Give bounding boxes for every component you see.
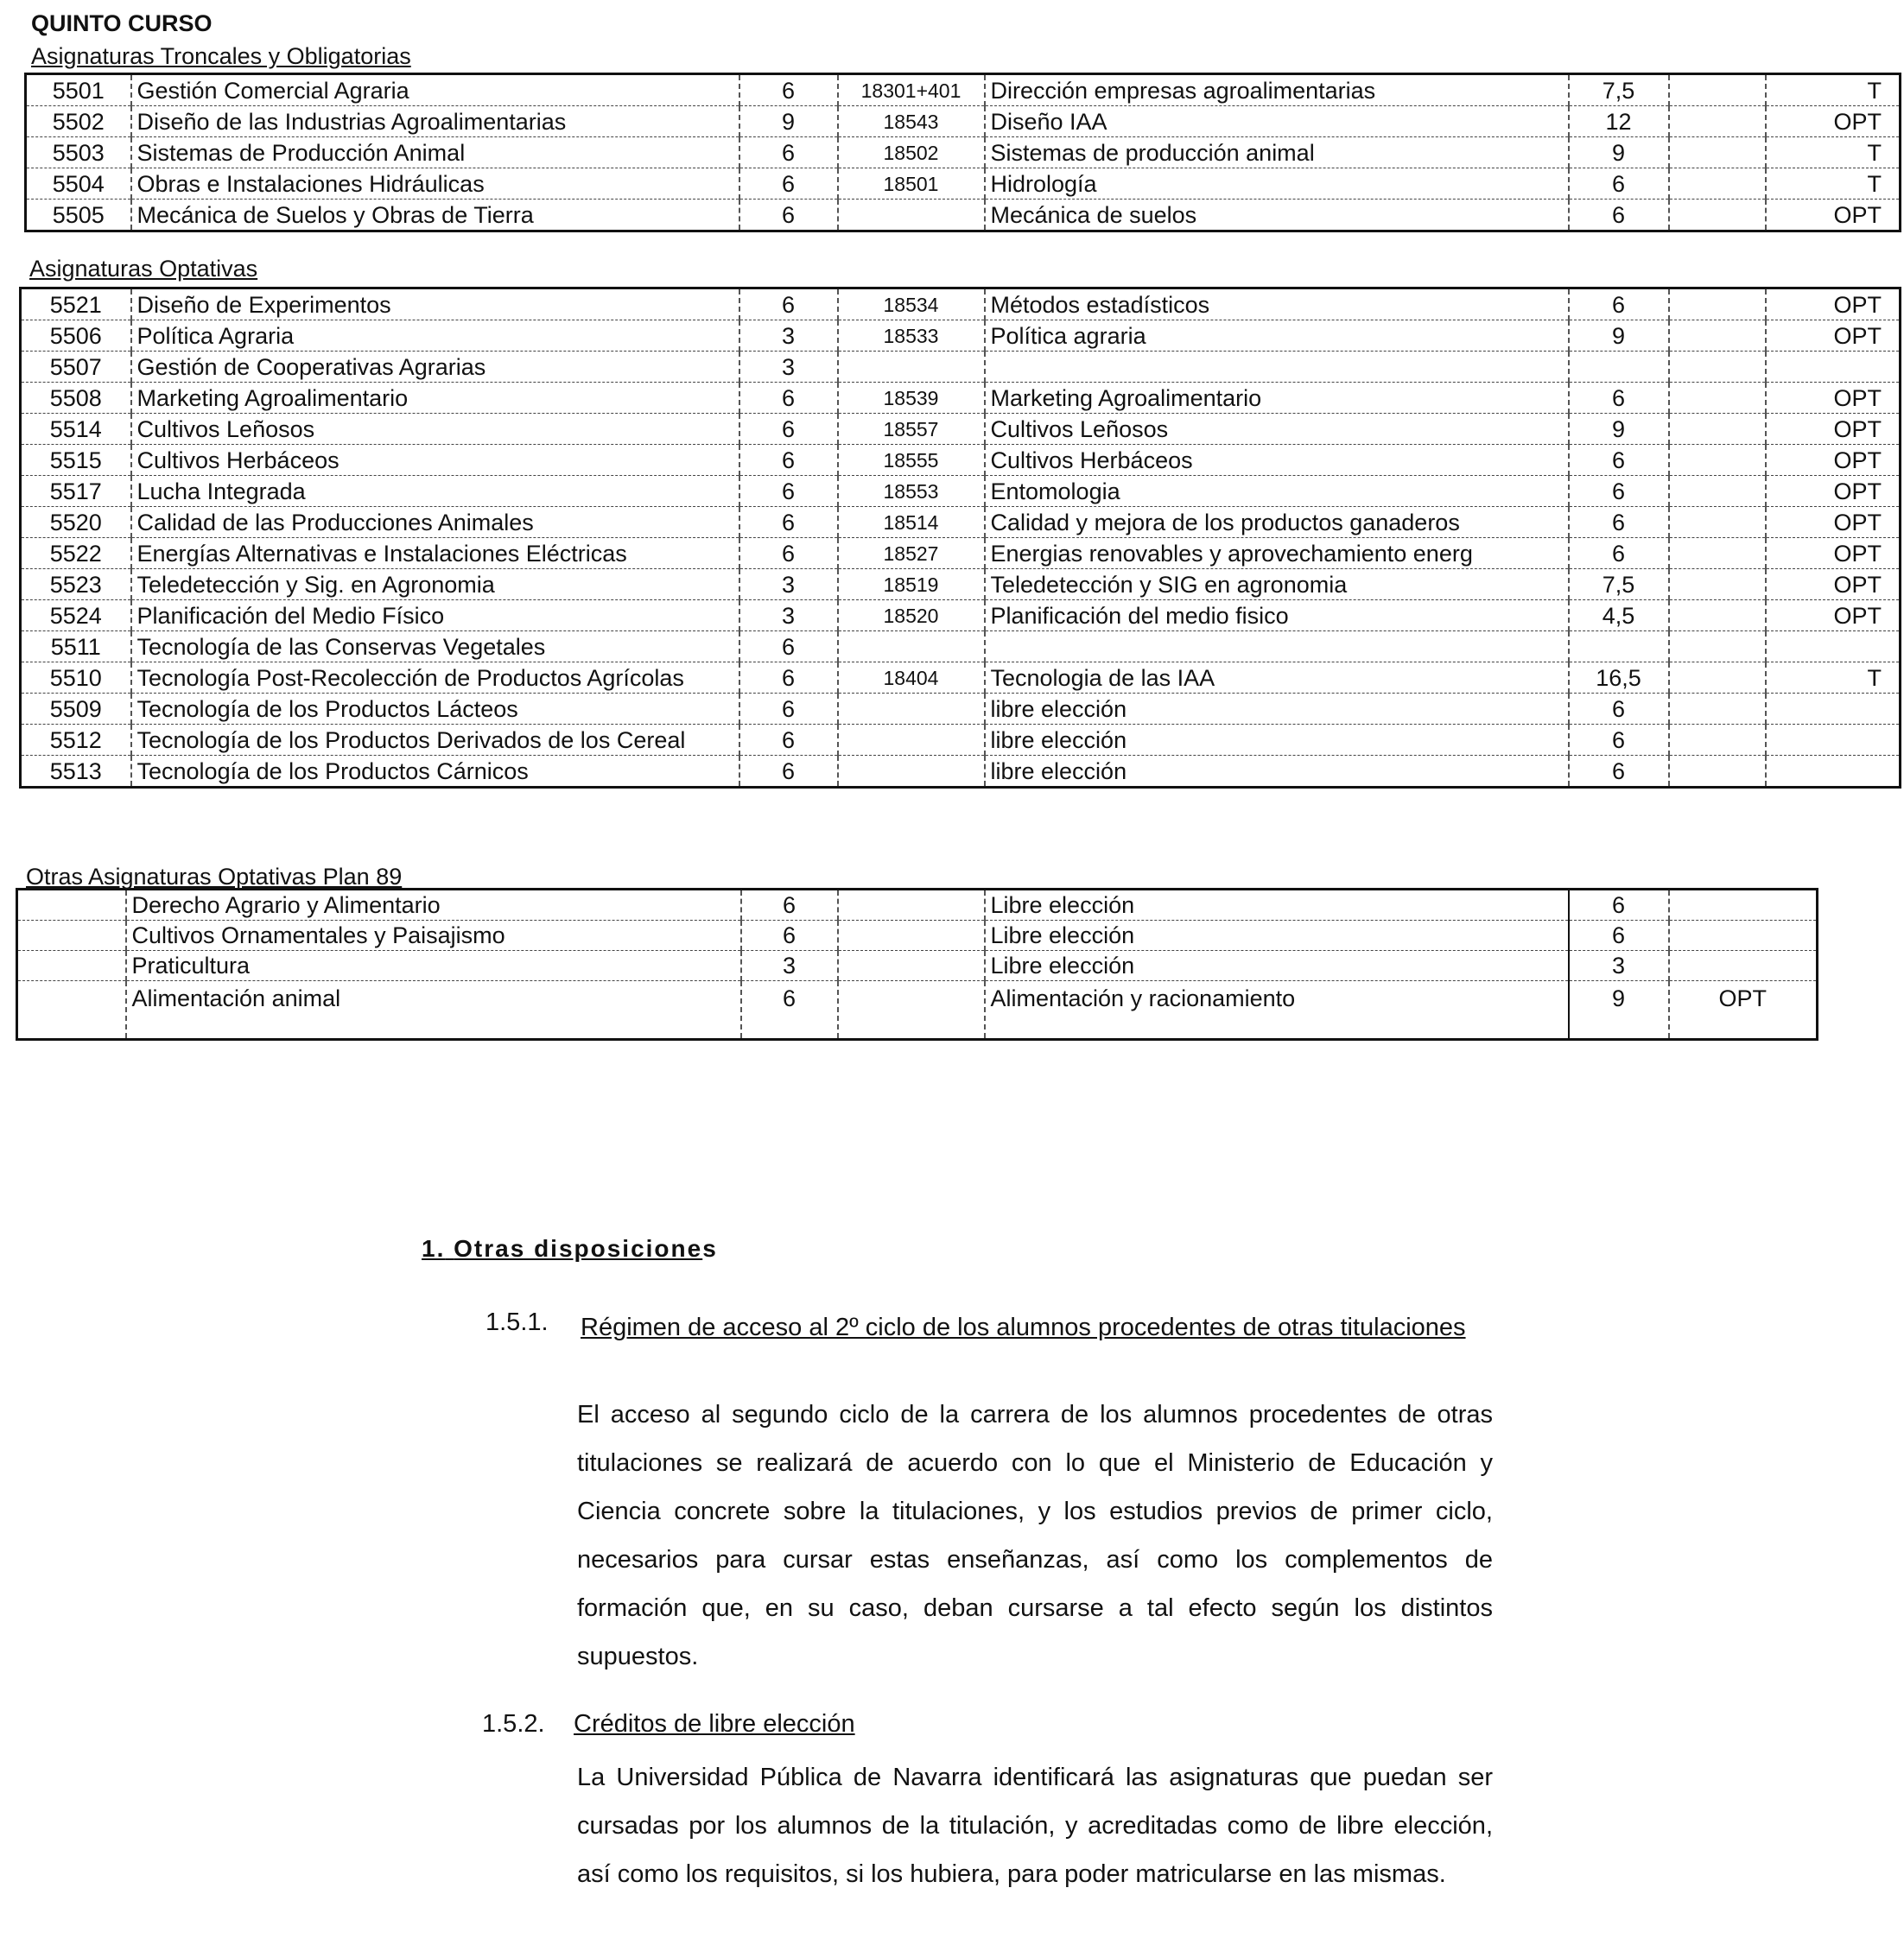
cell-cr: 6 <box>739 288 838 320</box>
cell-old: 18519 <box>838 569 985 600</box>
cell-cr2: 6 <box>1569 445 1669 476</box>
cell-name: Obras e Instalaciones Hidráulicas <box>131 168 739 200</box>
cell-old: 18514 <box>838 507 985 538</box>
cell-old: 18555 <box>838 445 985 476</box>
cell-eq: Sistemas de producción animal <box>985 137 1569 168</box>
cell-eq: Hidrología <box>985 168 1569 200</box>
cell-code: 5508 <box>21 383 131 414</box>
cell-cr: 6 <box>739 662 838 694</box>
cell-eq: Energias renovables y aprovechamiento energ <box>985 538 1569 569</box>
cell-cr2: 7,5 <box>1569 569 1669 600</box>
cell-x <box>1669 74 1766 106</box>
cell-code: 5512 <box>21 725 131 756</box>
cell-old <box>838 921 985 951</box>
cell-cr2: 6 <box>1569 288 1669 320</box>
cell-eq: Alimentación y racionamiento <box>985 981 1569 1040</box>
cell-code: 5504 <box>26 168 131 200</box>
cell-name: Sistemas de Producción Animal <box>131 137 739 168</box>
cell-x <box>1669 569 1766 600</box>
cell-cr2: 6 <box>1569 383 1669 414</box>
cell-type: OPT <box>1766 507 1901 538</box>
cell-name: Energías Alternativas e Instalaciones Eléctricas <box>131 538 739 569</box>
cell-x <box>1669 631 1766 662</box>
table-row <box>26 137 1901 168</box>
cell-code <box>17 951 126 981</box>
cell-type <box>1766 631 1901 662</box>
cell-cr: 6 <box>739 694 838 725</box>
table-row <box>26 200 1901 231</box>
cell-code: 5507 <box>21 352 131 383</box>
cell-cr: 6 <box>739 383 838 414</box>
cell-cr2: 6 <box>1569 476 1669 507</box>
troncales-title: Asignaturas Troncales y Obligatorias <box>31 43 411 69</box>
section-title-tail: s <box>702 1235 718 1262</box>
table-row <box>21 538 1901 569</box>
cell-name: Tecnología de los Productos Derivados de los Cereal <box>131 725 739 756</box>
cell-cr: 3 <box>739 569 838 600</box>
cell-type: OPT <box>1766 414 1901 445</box>
cell-x <box>1669 414 1766 445</box>
cell-cr2: 9 <box>1569 320 1669 352</box>
cell-type <box>1669 921 1818 951</box>
cell-cr2: 6 <box>1569 890 1669 921</box>
cell-type: OPT <box>1766 320 1901 352</box>
cell-code: 5515 <box>21 445 131 476</box>
cell-cr: 6 <box>739 538 838 569</box>
cell-name: Teledetección y Sig. en Agronomia <box>131 569 739 600</box>
cell-cr: 6 <box>739 74 838 106</box>
cell-type: OPT <box>1766 106 1901 137</box>
subsection-1-body: El acceso al segundo ciclo de la carrera de los alumnos procedentes de otras titulaciones se realizará de acuerdo con lo que el Ministerio de Educación y Ciencia concrete sobre la titulaciones, y los estudios previos de primer ciclo, necesarios para cursar estas enseñanzas, así como los complementos de formación que, en su caso, deban cursarse a tal efecto según los distintos supuestos. <box>577 1401 1493 1670</box>
cell-name: Lucha Integrada <box>131 476 739 507</box>
table-row <box>26 106 1901 137</box>
cell-eq: Política agraria <box>985 320 1569 352</box>
cell-type <box>1766 725 1901 756</box>
cell-type: T <box>1766 168 1901 200</box>
cell-cr: 6 <box>739 445 838 476</box>
subsection-2-title: Créditos de libre elección <box>574 1710 855 1738</box>
cell-x <box>1669 756 1766 788</box>
cell-name: Mecánica de Suelos y Obras de Tierra <box>131 200 739 231</box>
cell-cr2: 6 <box>1569 694 1669 725</box>
table-row <box>26 74 1901 106</box>
cell-cr2: 9 <box>1569 137 1669 168</box>
section-title: Otras disposicione <box>454 1235 703 1262</box>
cell-cr2: 6 <box>1569 756 1669 788</box>
cell-old <box>838 352 985 383</box>
cell-code: 5510 <box>21 662 131 694</box>
cell-type: T <box>1766 137 1901 168</box>
cell-type: OPT <box>1766 538 1901 569</box>
cell-type: OPT <box>1833 202 1882 228</box>
table-row <box>21 476 1901 507</box>
cell-name: Alimentación animal <box>126 981 741 1040</box>
table-row <box>21 694 1901 725</box>
cell-x <box>1669 137 1766 168</box>
table-row <box>21 569 1901 600</box>
cell-type: OPT <box>1766 569 1901 600</box>
cell-name: Tecnología Post-Recolección de Productos Agrícolas <box>131 662 739 694</box>
cell-name: Cultivos Ornamentales y Paisajismo <box>126 921 741 951</box>
cell-type <box>1766 694 1901 725</box>
cell-name: Diseño de Experimentos <box>131 288 739 320</box>
cell-cr: 6 <box>739 725 838 756</box>
optativas-title: Asignaturas Optativas <box>29 256 258 282</box>
cell-code: 5511 <box>21 631 131 662</box>
cell-eq: Libre elección <box>985 890 1569 921</box>
troncales-table <box>24 73 1901 232</box>
table-row <box>21 507 1901 538</box>
table-row <box>21 631 1901 662</box>
cell-code: 5503 <box>26 137 131 168</box>
cell-x <box>1669 288 1766 320</box>
cell-old: 18539 <box>838 383 985 414</box>
cell-old: 18301+401 <box>838 74 985 106</box>
cell-type: OPT <box>1766 445 1901 476</box>
cell-old: 18520 <box>838 600 985 631</box>
cell-cr: 6 <box>739 200 838 231</box>
cell-code: 5513 <box>21 756 131 788</box>
cell-eq: Calidad y mejora de los productos ganaderos <box>985 507 1569 538</box>
cell-cr: 3 <box>741 951 838 981</box>
cell-name: Tecnología de las Conservas Vegetales <box>131 631 739 662</box>
cell-code: 5505 <box>26 200 131 231</box>
cell-cr: 6 <box>741 890 838 921</box>
cell-eq: Cultivos Herbáceos <box>985 445 1569 476</box>
cell-name: Cultivos Herbáceos <box>131 445 739 476</box>
cell-eq: Diseño IAA <box>985 106 1569 137</box>
cell-type <box>1766 352 1901 383</box>
cell-code: 5524 <box>21 600 131 631</box>
cell-old <box>838 200 985 231</box>
cell-old: 18534 <box>838 288 985 320</box>
cell-old <box>838 981 985 1040</box>
cell-code: 5517 <box>21 476 131 507</box>
cell-code: 5514 <box>21 414 131 445</box>
cell-cr: 6 <box>739 168 838 200</box>
cell-eq: Cultivos Leñosos <box>985 414 1569 445</box>
cell-code: 5501 <box>26 74 131 106</box>
cell-eq: Métodos estadísticos <box>985 288 1569 320</box>
table-row <box>21 600 1901 631</box>
cell-code <box>17 981 126 1040</box>
cell-eq: Teledetección y SIG en agronomia <box>985 569 1569 600</box>
cell-cr: 6 <box>739 756 838 788</box>
cell-old: 18543 <box>838 106 985 137</box>
cell-name: Gestión de Cooperativas Agrarias <box>131 352 739 383</box>
cell-old <box>838 725 985 756</box>
cell-cr2: 6 <box>1569 725 1669 756</box>
cell-code: 5509 <box>21 694 131 725</box>
otras-rows <box>17 890 1818 1040</box>
subsection-2-body: La Universidad Pública de Navarra identificará las asignaturas que puedan ser cursadas por los alumnos de la titulación, y acreditadas como de libre elección, así como los requisitos, si los hubiera, para poder matricularse en las mismas. <box>577 1764 1493 1888</box>
table-row <box>21 662 1901 694</box>
table-row <box>17 921 1818 951</box>
cell-cr: 6 <box>739 414 838 445</box>
cell-cr: 3 <box>739 352 838 383</box>
cell-x <box>1669 507 1766 538</box>
cell-cr: 9 <box>739 106 838 137</box>
cell-cr2: 9 <box>1569 981 1669 1040</box>
cell-cr2: 6 <box>1569 921 1669 951</box>
cell-old <box>838 694 985 725</box>
cell-old: 18404 <box>838 662 985 694</box>
subsection-1-title: Régimen de acceso al 2º ciclo de los alumnos procedentes de otras titulaciones <box>581 1314 1466 1341</box>
table-row <box>21 445 1901 476</box>
cell-type: OPT <box>1766 288 1901 320</box>
troncales-rows <box>26 74 1901 231</box>
cell-cr2: 9 <box>1569 414 1669 445</box>
cell-x <box>1669 383 1766 414</box>
table-row <box>21 414 1901 445</box>
cell-type: T <box>1766 74 1901 106</box>
cell-type: OPT <box>1718 985 1767 1011</box>
cell-code: 5502 <box>26 106 131 137</box>
cell-cr: 3 <box>739 320 838 352</box>
cell-code: 5520 <box>21 507 131 538</box>
cell-old: 18553 <box>838 476 985 507</box>
cell-eq: Dirección empresas agroalimentarias <box>985 74 1569 106</box>
cell-code <box>17 890 126 921</box>
cell-type <box>1669 890 1818 921</box>
cell-code: 5523 <box>21 569 131 600</box>
section-heading <box>422 1235 718 1263</box>
cell-old: 18527 <box>838 538 985 569</box>
otras-table <box>16 888 1818 1041</box>
cell-type <box>1766 756 1901 788</box>
cell-cr: 6 <box>739 137 838 168</box>
optativas-table <box>19 287 1901 789</box>
cell-type: T <box>1766 662 1901 694</box>
cell-name: Cultivos Leñosos <box>131 414 739 445</box>
cell-name: Planificación del Medio Físico <box>131 600 739 631</box>
cell-x <box>1669 476 1766 507</box>
cell-name: Derecho Agrario y Alimentario <box>126 890 741 921</box>
cell-old: 18502 <box>838 137 985 168</box>
cell-eq: Libre elección <box>985 921 1569 951</box>
cell-x <box>1669 445 1766 476</box>
cell-x <box>1669 725 1766 756</box>
table-row <box>21 756 1901 788</box>
cell-eq: Mecánica de suelos <box>985 200 1569 231</box>
cell-cr2: 6 <box>1569 507 1669 538</box>
table-row <box>17 951 1818 981</box>
cell-cr2 <box>1569 631 1669 662</box>
cell-eq <box>985 352 1569 383</box>
cell-cr: 6 <box>741 921 838 951</box>
section-number: 1. <box>422 1235 446 1262</box>
subsection-2-heading <box>482 1710 855 1739</box>
course-heading: QUINTO CURSO <box>31 10 213 36</box>
cell-x <box>1669 168 1766 200</box>
cell-code: 5506 <box>21 320 131 352</box>
cell-old: 18501 <box>838 168 985 200</box>
table-row <box>21 352 1901 383</box>
cell-code: 5522 <box>21 538 131 569</box>
cell-cr: 6 <box>741 981 838 1040</box>
cell-name: Calidad de las Producciones Animales <box>131 507 739 538</box>
cell-old: 18557 <box>838 414 985 445</box>
cell-eq <box>985 631 1569 662</box>
table-row <box>21 383 1901 414</box>
subsection-1-number: 1.5.1. <box>486 1308 549 1336</box>
cell-old <box>838 890 985 921</box>
cell-old <box>838 951 985 981</box>
cell-eq: Marketing Agroalimentario <box>985 383 1569 414</box>
optativas-rows <box>21 288 1901 788</box>
cell-eq: libre elección <box>985 694 1569 725</box>
table-row <box>26 168 1901 200</box>
cell-old <box>838 756 985 788</box>
cell-old: 18533 <box>838 320 985 352</box>
cell-cr: 6 <box>739 631 838 662</box>
cell-code: 5521 <box>21 288 131 320</box>
table-row <box>17 890 1818 921</box>
cell-x <box>1669 106 1766 137</box>
cell-name: Tecnología de los Productos Lácteos <box>131 694 739 725</box>
cell-cr2 <box>1569 352 1669 383</box>
cell-x <box>1669 694 1766 725</box>
cell-name: Marketing Agroalimentario <box>131 383 739 414</box>
table-row <box>21 288 1901 320</box>
cell-cr2: 16,5 <box>1569 662 1669 694</box>
cell-eq: Tecnologia de las IAA <box>985 662 1569 694</box>
cell-name: Praticultura <box>126 951 741 981</box>
subsection-1-heading <box>486 1308 1496 1346</box>
cell-name: Gestión Comercial Agraria <box>131 74 739 106</box>
cell-name: Tecnología de los Productos Cárnicos <box>131 756 739 788</box>
cell-cr: 3 <box>739 600 838 631</box>
cell-type: OPT <box>1766 476 1901 507</box>
cell-cr2: 7,5 <box>1569 74 1669 106</box>
cell-cr2: 3 <box>1569 951 1669 981</box>
table-row <box>17 981 1818 1040</box>
cell-x <box>1669 352 1766 383</box>
cell-name: Política Agraria <box>131 320 739 352</box>
cell-type <box>1669 951 1818 981</box>
cell-x <box>1669 538 1766 569</box>
cell-eq: libre elección <box>985 725 1569 756</box>
otras-title: Otras Asignaturas Optativas Plan 89 <box>26 864 403 890</box>
cell-cr: 6 <box>739 476 838 507</box>
cell-eq: Libre elección <box>985 951 1569 981</box>
cell-x <box>1669 200 1766 231</box>
cell-code <box>17 921 126 951</box>
cell-cr2: 4,5 <box>1569 600 1669 631</box>
cell-cr2: 12 <box>1569 106 1669 137</box>
table-row <box>21 320 1901 352</box>
cell-eq: libre elección <box>985 756 1569 788</box>
cell-eq: Entomologia <box>985 476 1569 507</box>
cell-cr2: 6 <box>1569 200 1669 231</box>
cell-old <box>838 631 985 662</box>
cell-cr2: 6 <box>1569 538 1669 569</box>
subsection-2-number: 1.5.2. <box>482 1710 545 1738</box>
cell-eq: Planificación del medio fisico <box>985 600 1569 631</box>
cell-x <box>1669 320 1766 352</box>
cell-type: OPT <box>1766 383 1901 414</box>
table-row <box>21 725 1901 756</box>
cell-x <box>1669 662 1766 694</box>
cell-cr: 6 <box>739 507 838 538</box>
cell-name: Diseño de las Industrias Agroalimentarias <box>131 106 739 137</box>
cell-type: OPT <box>1766 600 1901 631</box>
cell-x <box>1669 600 1766 631</box>
cell-cr2: 6 <box>1569 168 1669 200</box>
